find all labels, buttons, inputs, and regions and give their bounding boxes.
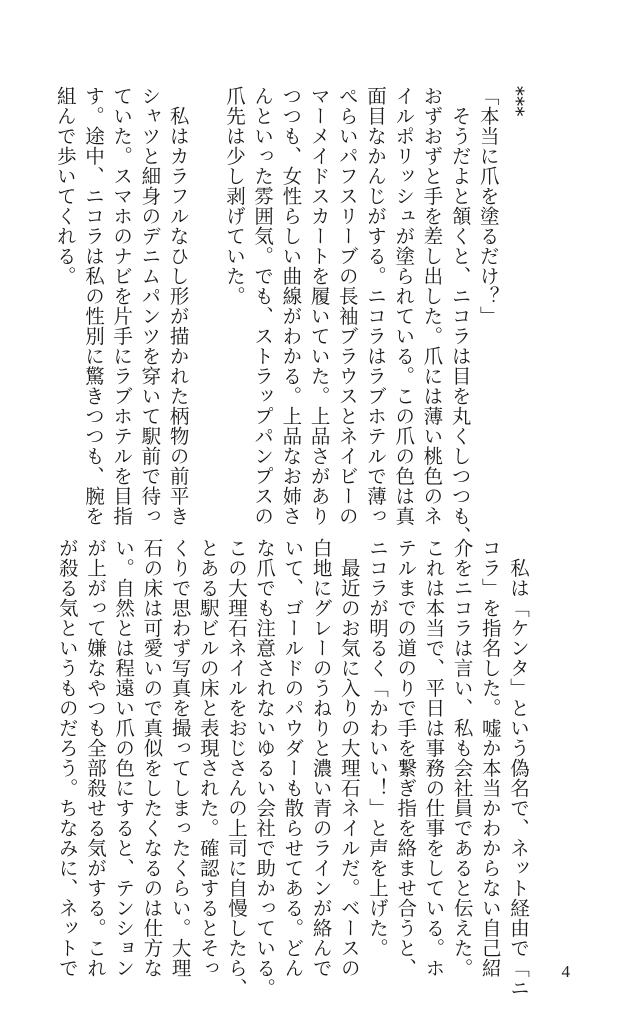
text-line: 組んで歩いてくれる。: [53, 86, 77, 286]
text-line: ニコラが明るく「かわいい！」と声を上げた。: [365, 538, 389, 958]
text-line: [192, 86, 220, 501]
text-line: これは本当で、平日は事務の仕事をしている。ホ: [422, 538, 446, 978]
text-line: 私は「ケンタ」という偽名で、ネット経由で「ニ: [507, 538, 530, 998]
text-line: いて、ゴールドのパウダーも散らせてある。どん: [281, 538, 305, 978]
text-line: んといった雰囲気。でも、ストラップパンプスの: [251, 86, 275, 526]
text-line: が上がって嫌なやつも全部殺せる気がする。これ: [83, 538, 107, 978]
text-line: マーメイドスカートを履いていた。上品さがあり: [307, 86, 331, 526]
text-line: な爪でも注意されないゆるい会社で助かっている。: [253, 538, 277, 998]
text-line: 石の床は可愛いので真似をしたくなるのは仕方な: [140, 538, 164, 978]
text-line: くりで思わず写真を撮ってしまったくらい。大理: [168, 538, 192, 978]
page-number: 4: [561, 962, 570, 981]
text-line: ぺらいパフスリーブの長袖ブラウスとネイビーの: [335, 86, 359, 526]
text-line: い。自然とは程遠い爪の色にすると、テンション: [112, 538, 136, 978]
text-line: 「本当に爪を塗るだけ？」: [476, 86, 500, 326]
text-line: が殺る気というものだろう。ちなみに、ネットで: [55, 538, 79, 978]
text-line: この大理石ネイルをおじさんの上司に自慢したら、: [224, 538, 248, 998]
text-line: 介をニコラは言い、私も会社員であると伝えた。: [450, 538, 474, 978]
text-line: 最近のお気に入りの大理石ネイルだ。ベースの: [337, 538, 361, 978]
text-line: 私はカラフルなひし形が描かれた柄物の前平き: [166, 86, 190, 526]
text-line: ていた。スマホのナビを片手にラブホテルを目指: [110, 86, 134, 526]
text-line: 白地にグレーのうねりと濃い青のラインが絡んで: [309, 538, 333, 978]
text-line: テルまでの道のりで手を繋ぎ指を絡ませ合うと、: [394, 538, 418, 978]
lower-text-block: [55, 538, 532, 998]
text-line: イルポリッシュが塗られている。この爪の色は真: [392, 86, 416, 526]
text-line: す。途中、ニコラは私の性別に驚きつつも、腕を: [81, 86, 105, 526]
text-line: ***: [505, 86, 528, 117]
text-line: そうだよと頷くと、ニコラは目を丸くしつつも、: [448, 86, 472, 546]
text-line: 面目なかんじがする。ニコラはラブホテルで薄っ: [363, 86, 387, 526]
text-line: コラ」を指名した。嘘か本当かわからない自己紹: [478, 538, 502, 978]
text-line: おずおずと手を差し出した。爪には薄い桃色のネ: [420, 86, 444, 526]
text-line: 爪先は少し剥げていた。: [222, 86, 246, 306]
text-line: シャツと細身のデニムパンツを穿いて駅前で待っ: [138, 86, 162, 526]
text-line: つつも、女性らしい曲線がわかる。上品なお姉さ: [279, 86, 303, 526]
text-line: とある駅ビルの床と表現された。確認するとそっ: [196, 538, 220, 978]
upper-text-block: [53, 86, 530, 546]
